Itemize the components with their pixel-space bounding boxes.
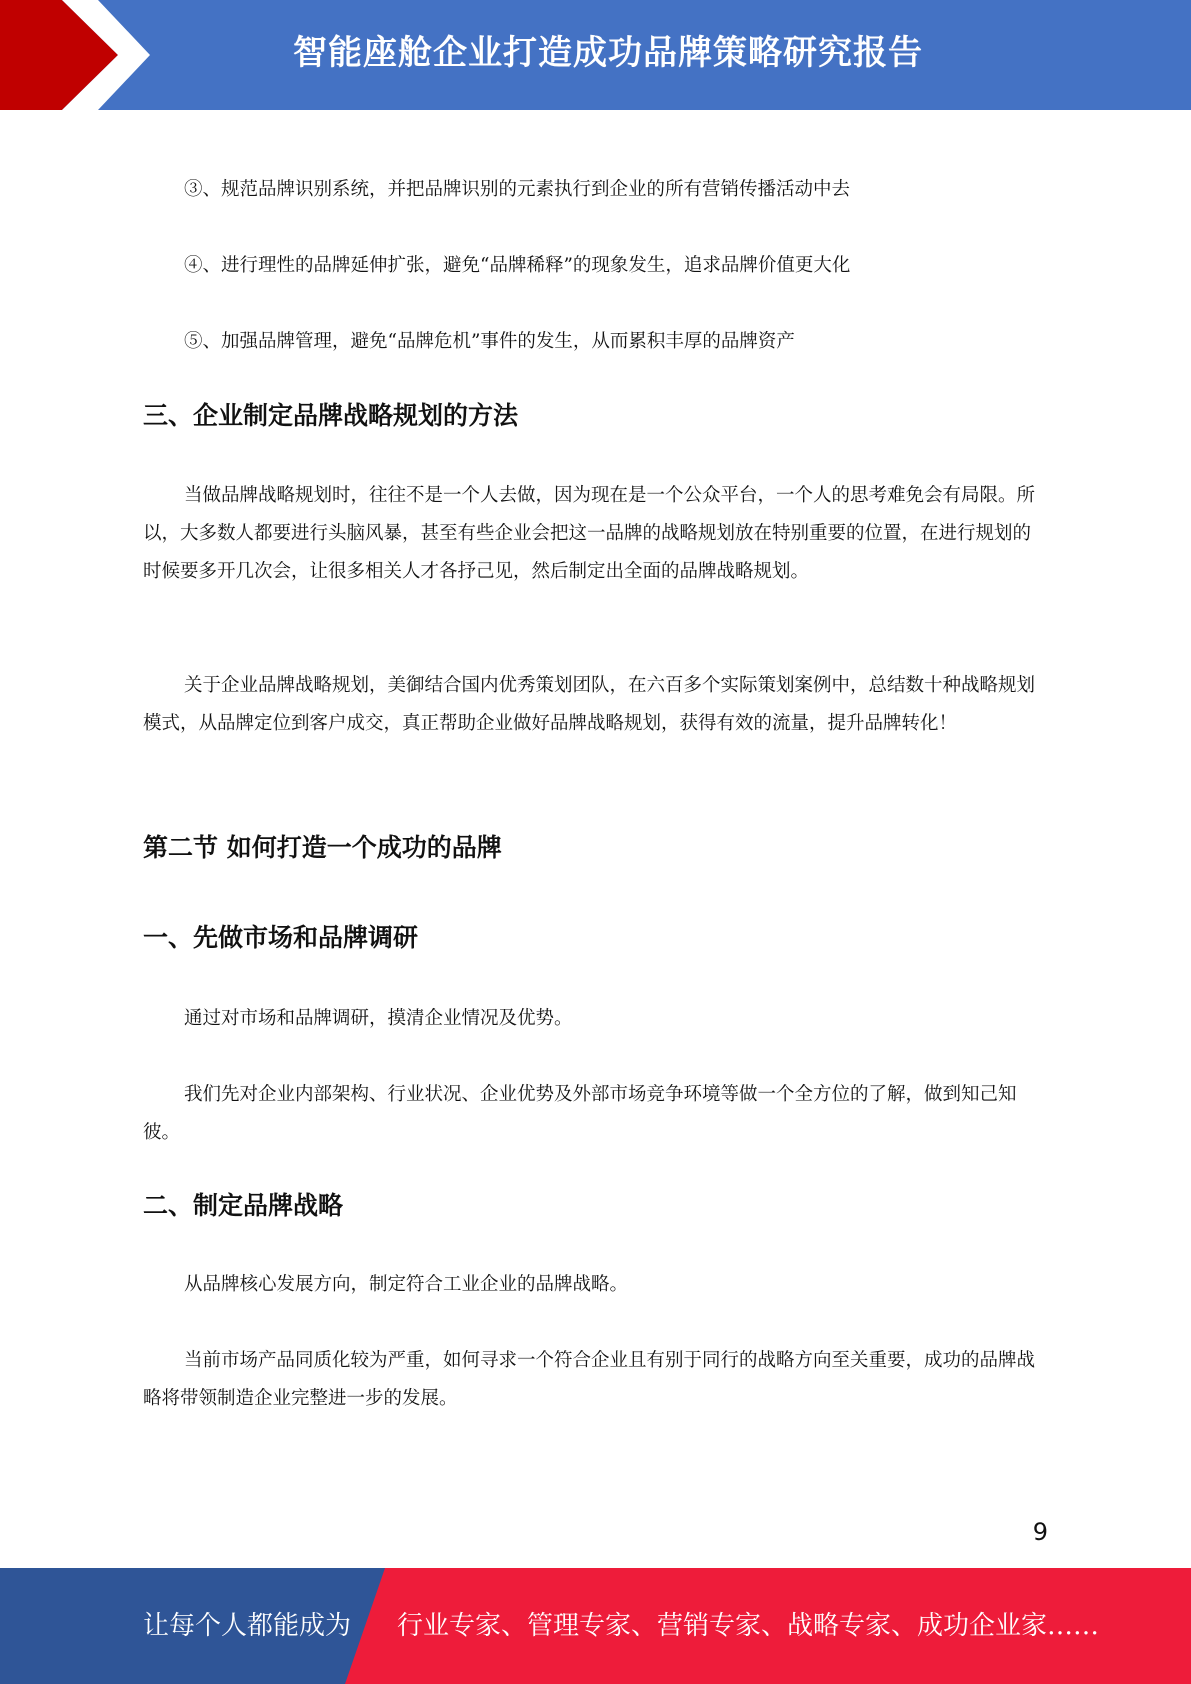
chapter-heading: 第二节 如何打造一个成功的品牌 <box>143 833 502 862</box>
paragraph: 我们先对企业内部架构、行业状况、企业优势及外部市场竞争环境等做一个全方位的了解，做到知己知彼。 <box>143 1084 1017 1143</box>
paragraph: 关于企业品牌战略规划，美御结合国内优秀策划团队，在六百多个实际策划案例中，总结数十种战略规划模式，从品牌定位到客户成交，真正帮助企业做好品牌战略规划，获得有效的流量，提升品牌转化！ <box>143 675 1036 734</box>
paragraph: 当前市场产品同质化较为严重，如何寻求一个符合企业且有别于同行的战略方向至关重要，成功的品牌战略将带领制造企业完整进一步的发展。 <box>143 1350 1036 1409</box>
list-item: ⑤、加强品牌管理，避免“品牌危机”事件的发生，从而累积丰厚的品牌资产 <box>184 331 795 352</box>
section-heading: 二、制定品牌战略 <box>143 1191 344 1220</box>
page-header <box>0 0 1191 110</box>
report-title: 智能座舱企业打造成功品牌策略研究报告 <box>293 33 923 73</box>
footer-slogan-right: 行业专家、管理专家、营销专家、战略专家、成功企业家…… <box>397 1611 1100 1641</box>
paragraph: 从品牌核心发展方向，制定符合工业企业的品牌战略。 <box>184 1274 629 1295</box>
paragraph: 当做品牌战略规划时，往往不是一个人去做，因为现在是一个公众平台，一个人的思考难免会有局限。所以，大多数人都要进行头脑风暴，甚至有些企业会把这一品牌的战略规划放在特别重要的位置，在进行规划的时候要多开几次会，让很多相关人才各抒己见，然后制定出全面的品牌战略规划。 <box>143 485 1036 582</box>
list-item: ④、进行理性的品牌延伸扩张，避免“品牌稀释”的现象发生，追求品牌价值更大化 <box>184 255 851 276</box>
page-footer <box>0 1568 1191 1684</box>
paragraph: 通过对市场和品牌调研，摸清企业情况及优势。 <box>184 1008 573 1029</box>
page-number: 9 <box>1032 1518 1048 1546</box>
footer-slogan-left: 让每个人都能成为 <box>143 1611 352 1641</box>
section-heading: 一、先做市场和品牌调研 <box>143 923 419 952</box>
section-heading: 三、企业制定品牌战略规划的方法 <box>143 401 519 430</box>
list-item: ③、规范品牌识别系统，并把品牌识别的元素执行到企业的所有营销传播活动中去 <box>184 179 851 200</box>
